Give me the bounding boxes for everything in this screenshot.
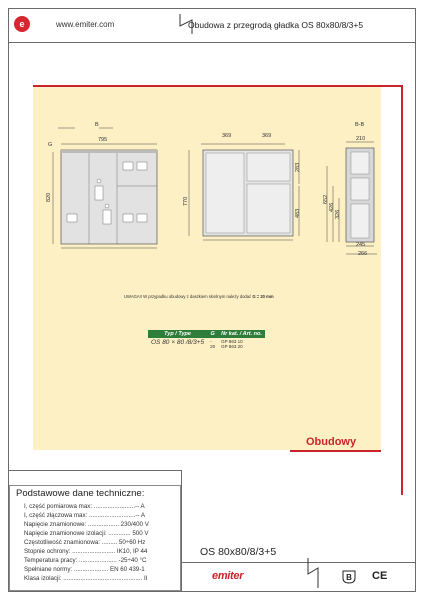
accent-line-right [401,85,403,495]
warning-note: UWAGA!! W przypadku obudowy z daszkiem skośnym należy dodać G = 20 mm [124,294,274,299]
table-header-g: G [207,330,218,338]
table-header-art-no: Nr kat. / Art. no. [218,330,265,338]
section-height-2-dimension: 426 [329,202,335,212]
table-header-type: Typ / Type [148,330,207,338]
spec-row: Napięcie znamionowe izolacji: ............. 500 V [24,530,149,537]
spec-top-divider [8,470,182,471]
spec-right-divider [181,470,182,592]
category-label: Obudowy [306,436,357,448]
section-bottom-width-2-dimension: 266 [358,251,368,257]
header-divider [8,42,416,43]
bottom-slash-decoration [306,558,320,588]
spec-row: I, część pomiarowa max: ........................-- A [24,503,145,510]
emiter-logo-icon: e [14,16,30,32]
side-view-drawing [189,144,299,240]
section-label: B-B [355,122,365,128]
side-height-bottom-dimension: 483 [295,208,301,218]
product-art-cell: GP 863 10 GP 863 20 [221,339,243,349]
product-g-cell: - 20 [210,339,216,349]
accent-line-bottom [290,450,381,452]
svg-text:B: B [346,573,352,582]
section-view-drawing [327,142,377,254]
spec-row: Napięcie znamionowe: .................. 230/400 V [24,521,149,528]
spec-title: Podstawowe dane techniczne: [16,488,145,499]
page-title: Obudowa z przegrodą gładka OS 80x80/8/3+5 [188,20,364,30]
b-certification-icon [342,570,356,584]
side-width-right-dimension: 369 [262,133,272,139]
front-width-dimension: 795 [98,137,108,143]
front-view-drawing [53,128,157,248]
table-row [148,338,265,350]
enclosure-drawings [33,86,381,450]
model-divider [182,562,416,563]
emiter-brand-logo: emiter [212,570,244,582]
model-label: OS 80x80/8/3+5 [200,546,277,558]
product-table [148,330,265,350]
front-section-label: B [95,122,99,128]
side-height-top-dimension: 283 [295,162,301,172]
spec-row: Częstotliwość znamionowa: ......... 50÷60 Hz [24,539,146,546]
front-height-dimension: 820 [46,192,52,202]
spec-row: Stopnie ochrony: ......................... IK10, IP 44 [24,548,148,555]
spec-row: Spełniane normy: .................... EN 60 439-1 [24,566,145,573]
section-top-width-dimension: 210 [356,136,366,142]
spec-row: Temperatura pracy: ...................... -25÷40 °C [24,557,147,564]
side-width-left-dimension: 369 [222,133,232,139]
website-link[interactable]: www.emiter.com [56,20,115,29]
product-type-cell: OS 80 × 80 /8/3+5 [151,339,205,346]
side-height-total-dimension: 770 [183,196,189,206]
front-depth-mark: G [48,142,53,148]
spec-row: I, część złączowa max: ...........................-- A [24,512,146,519]
section-bottom-width-1-dimension: 245 [356,242,366,248]
ce-mark-icon: CE [372,570,388,582]
section-height-3-dimension: 326 [335,209,341,219]
spec-row: Klasa izolacji: .............................................. II [24,575,148,582]
section-height-1-dimension: 652 [323,194,329,204]
